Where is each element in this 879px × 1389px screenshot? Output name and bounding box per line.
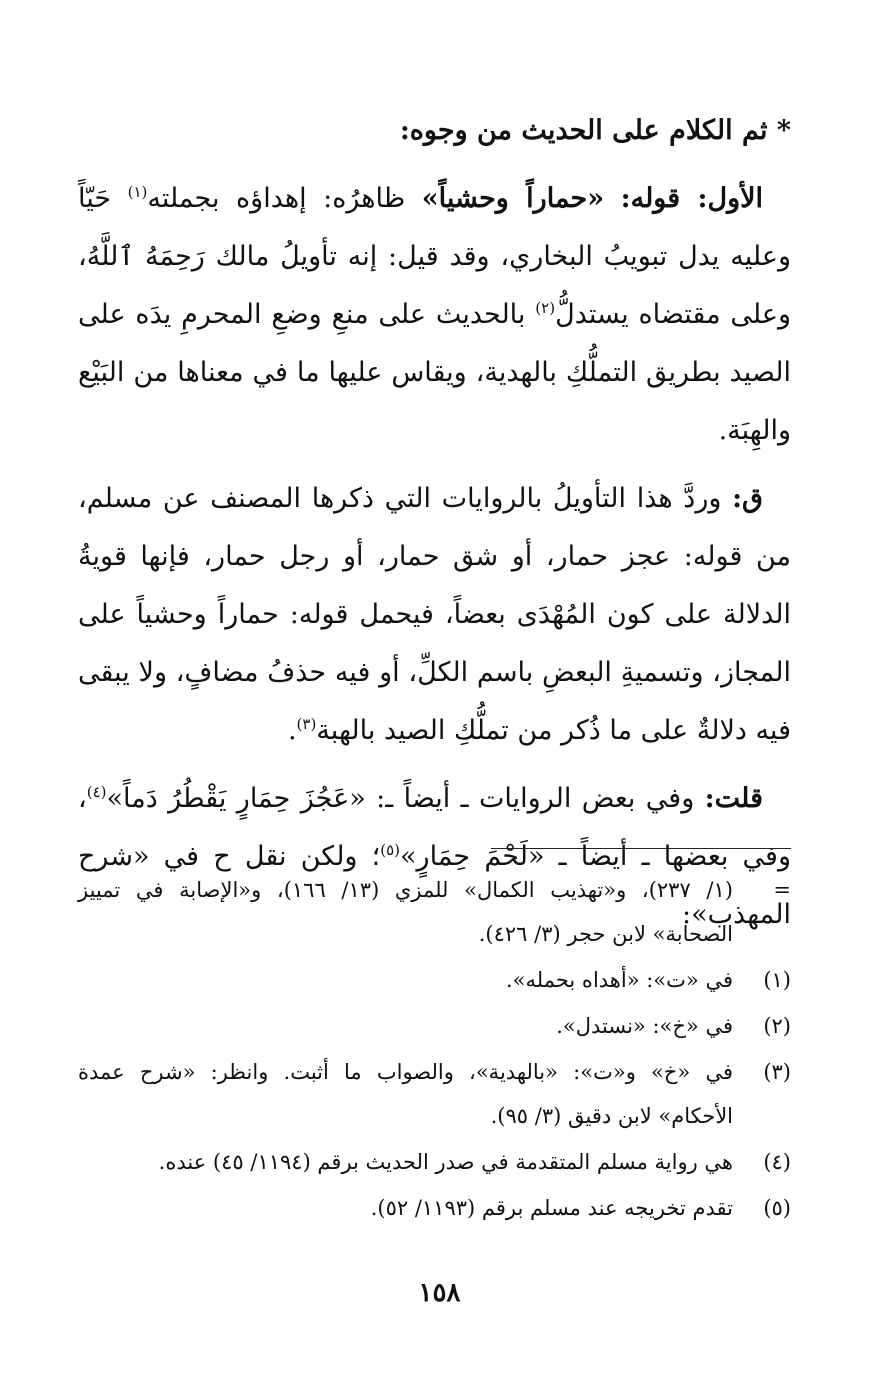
- main-text: [78, 102, 791, 944]
- paragraph-text: وردَّ هذا التأويلُ بالروايات التي ذكرها المصنف عن مسلم، من قوله: عجز حمار، أو شق حمار، أو رجل حمار، فإنها قويةُ الدلالة على كون المُهْدَى بعضاً، فيحمل قوله: حماراً وحشياً على المجاز، وتسميةِ البعضِ باسم الكلِّ، أو فيه حذفُ مضافٍ، ولا يبقى فيه دلالةٌ على ما ذُكر من تملُّكِ الصيد بالهبة: [78, 483, 791, 746]
- footnote-number: (٥): [763, 1196, 791, 1220]
- footnote-divider: [491, 848, 791, 849]
- footnote-ref: (٥): [380, 841, 401, 859]
- footnote-number: (٢): [763, 1014, 791, 1038]
- footnote-text: تقدم تخريجه عند مسلم برقم (١١٩٣/ ٥٢).: [370, 1196, 733, 1220]
- paragraph-lead: الأول: قوله:: [620, 183, 764, 214]
- footnotes: [78, 868, 791, 1232]
- paragraph-text: ظاهرُه: إهداؤه بجملته: [147, 183, 422, 214]
- footnote-ref: (٢): [535, 299, 556, 317]
- paragraph-second: [78, 470, 791, 760]
- footnote-text: في «خ» و«ت»: «بالهدية»، والصواب ما أثبت. وانظر: «شرح عمدة الأحكام» لابن دقيق (٣/ ٩٥).: [78, 1060, 733, 1128]
- footnote-text: في «خ»: «نستدل».: [556, 1014, 733, 1038]
- footnote-number: (١): [763, 968, 791, 992]
- paragraph-text: وفي بعض الروايات ـ أيضاً ـ: «عَجُزَ حِمَارٍ يَقْطُرُ دَماً»: [106, 783, 705, 814]
- footnote-text: في «ت»: «أهداه بحمله».: [505, 968, 733, 992]
- paragraph-text: حَيّاً وعليه يدل تبويبُ البخاري، وقد قيل: إنه تأويلُ مالك رَحِمَهُ ٱللَّهُ، وعلى مقتضاه يستدلُّ: [78, 183, 791, 330]
- footnote-ref: (٤): [86, 783, 107, 801]
- footnote-text: (١/ ٢٣٧)، و«تهذيب الكمال» للمزي (١٣/ ١٦٦)، و«الإصابة في تمييز الصحابة» لابن حجر (٣/ ٤٢٦).: [78, 878, 733, 946]
- section-heading: * ثم الكلام على الحديث من وجوه:: [399, 115, 791, 146]
- footnote-continuation: [78, 868, 791, 956]
- paragraph-text: ؛ ولكن نقل ح في «شرح المهذب»:: [78, 841, 791, 930]
- footnote-number: (٤): [763, 1150, 791, 1174]
- footnote-item: [78, 1186, 791, 1230]
- footnote-item: [78, 1050, 791, 1138]
- paragraph-first: [78, 170, 791, 460]
- paragraph-text: .: [287, 715, 297, 746]
- quoted-phrase: «حماراً وحشياً»: [421, 183, 605, 214]
- paragraph-text: بالحديث على منعِ وضعِ المحرمِ يدَه على الصيد بطريق التملُّكِ بالهدية، ويقاس عليها ما في معناها من البَيْع والهِبَة.: [78, 299, 791, 446]
- paragraph-lead: ق:: [732, 483, 763, 514]
- footnote-ref: (٣): [296, 715, 317, 733]
- footnote-text: هي رواية مسلم المتقدمة في صدر الحديث برقم (١١٩٤/ ٤٥) عنده.: [158, 1150, 733, 1174]
- footnote-item: [78, 1004, 791, 1048]
- continuation-mark: =: [773, 878, 791, 902]
- footnote-item: [78, 1140, 791, 1184]
- page-number: ١٥٨: [418, 1278, 461, 1308]
- paragraph-lead: قلت:: [704, 783, 763, 814]
- paragraph-text: ، وفي بعضها ـ أيضاً ـ «لَحْمَ حِمَارٍ»: [78, 783, 792, 872]
- footnote-ref: (١): [127, 183, 148, 201]
- footnote-item: [78, 958, 791, 1002]
- footnote-number: (٣): [763, 1060, 791, 1084]
